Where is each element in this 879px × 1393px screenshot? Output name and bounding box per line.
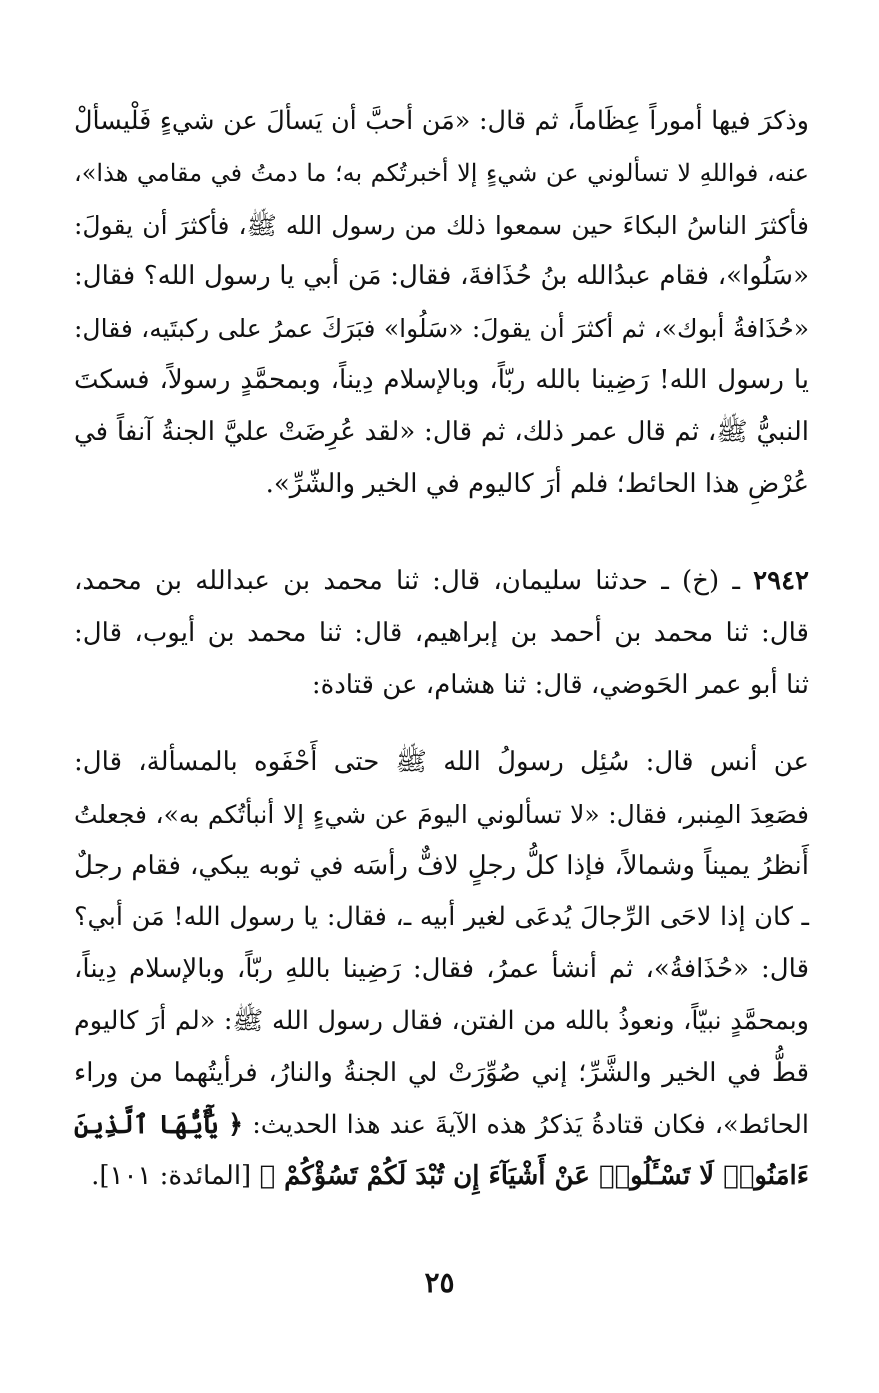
hadith-matn-paragraph [74, 737, 809, 1203]
text-line: فصَعِدَ المِنبر، فقال: «لا تسألوني اليومَ عن شيءٍ إلا أنبأتُكم به»، فجعلتُ [74, 799, 809, 829]
text-line [74, 556, 809, 608]
hadith-number: ٢٩٤٢ [753, 566, 809, 596]
text-line: ثنا أبو عمر الحَوضي، قال: ثنا هشام، عن قتادة: [311, 669, 809, 700]
text-line: أَنظرُ يميناً وشمالاً، فإذا كلُّ رجلٍ لافٌّ رأسَه في ثوبه يبكي، فقام رجلٌ [74, 850, 809, 881]
text-line: وذكرَ فيها أموراً عِظَاماً، ثم قال: «مَن أحبَّ أن يَسألَ عن شيءٍ فَلْيسألْ [74, 106, 809, 136]
text-line: قال: «حُذَافةُ»، ثم أنشأ عمرُ، فقال: رَضِينا باللهِ ربّاً، وبالإسلام دِيناً، [74, 954, 809, 985]
page-number: ٢٥ [424, 1266, 455, 1299]
verse-citation: [المائدة: ١٠١]. [91, 1161, 252, 1192]
text-fragment: الحائط»، فكان قتادةُ يَذكرُ هذه الآيةَ عند هذا الحديث: [252, 1109, 810, 1140]
text-line: ـ كان إذا لاحَى الرِّجالَ يُدعَى لغير أبيه ـ، فقال: يا رسول الله! مَن أبي؟ [74, 902, 809, 933]
text-line: النبيُّ ﷺ، ثم قال عمر ذلك، ثم قال: «لقد عُرِضَتْ عليَّ الجنةُ آنفاً في [74, 416, 809, 447]
text-line: قال: ثنا محمد بن أحمد بن إبراهيم، قال: ثنا محمد بن أيوب، قال: [74, 617, 809, 648]
text-line: فأكثرَ الناسُ البكاءَ حين سمعوا ذلك من رسول الله ﷺ، فأكثرَ أن يقولَ: [74, 210, 809, 240]
hadith-paragraph-continued [74, 96, 809, 510]
text-line [74, 1100, 809, 1152]
text-line: وبمحمَّدٍ نبيّاً، ونعوذُ بالله من الفتن، فقال رسول الله ﷺ: «لم أرَ كاليوم [74, 1005, 809, 1036]
text-line: عن أنس قال: سُئِل رسولُ الله ﷺ حتى أَحْفَوه بالمسألة، قال: [74, 747, 809, 777]
isnad-text: ـ (خ) ـ حدثنا سليمان، قال: ثنا محمد بن عبدالله بن محمد، [74, 566, 754, 596]
quran-verse-start: ﴿ يَٰٓأَيُّهَا ٱلَّذِينَ [74, 1109, 244, 1140]
text-line: عُرْضِ هذا الحائط؛ فلم أرَ كاليوم في الخير والشّرِّ». [265, 468, 809, 499]
text-line: قطُّ في الخير والشَّرِّ؛ إني صُوِّرَتْ لي الجنةُ والنارُ، فرأيتُهما من وراء [74, 1057, 809, 1088]
text-line: يا رسول الله! رَضِينا بالله ربّاً، وبالإسلام دِيناً، وبمحمَّدٍ رسولاً، فسكتَ [74, 364, 809, 395]
quran-verse-end: ءَامَنُوا۟ لَا تَسْـَٔلُوا۟ عَنْ أَشْيَآءَ إِن تُبْدَ لَكُمْ تَسُؤْكُمْ ﴾ [259, 1161, 809, 1192]
hadith-isnad-paragraph [74, 556, 809, 711]
text-line [74, 1151, 809, 1203]
text-line: عنه، فواللهِ لا تسألوني عن شيءٍ إلا أخبرتُكم به؛ ما دمتُ في مقامي هذا»، [74, 158, 809, 187]
text-line: «سَلُوا»، فقام عبدُالله بنُ حُذَافةَ، فقال: مَن أبي يا رسول الله؟ فقال: [74, 261, 809, 292]
text-line: «حُذَافةُ أبوك»، ثم أكثرَ أن يقولَ: «سَلُوا» فبَرَكَ عمرُ على ركبتَيه، فقال: [74, 314, 809, 344]
